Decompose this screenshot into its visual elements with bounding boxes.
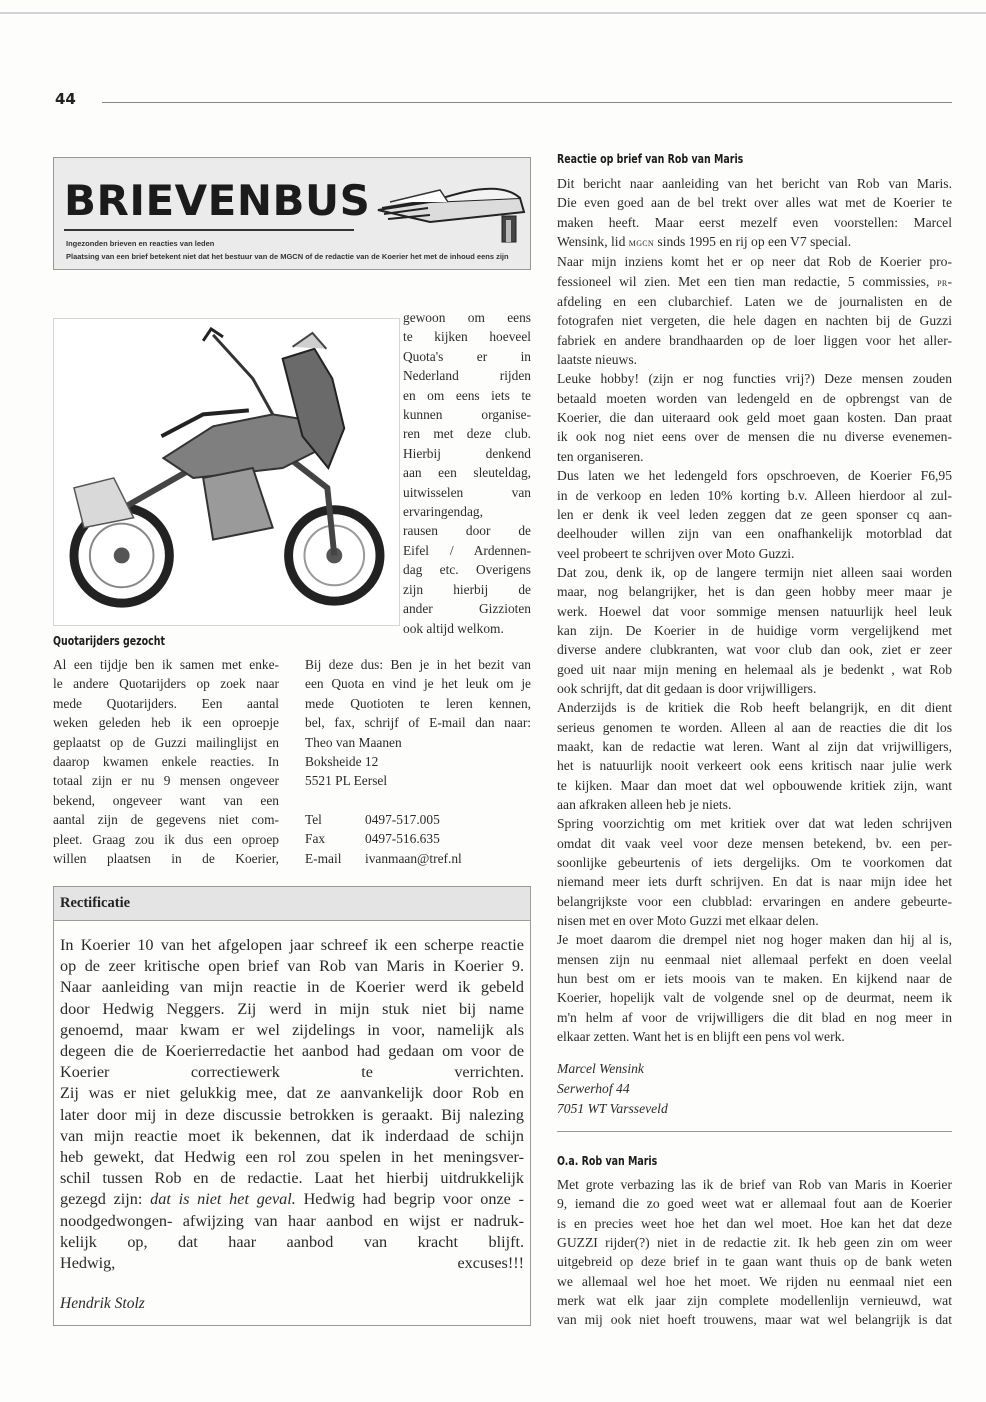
text-line: degeen die de Koerierredactie het aanbod had gedaan om voor de bbox=[60, 1042, 524, 1061]
contact-label: Fax bbox=[305, 831, 326, 847]
signature-name: Marcel Wensink bbox=[557, 1061, 644, 1076]
text-line: Met grote verbazing las ik de brief van Rob van Maris in Koerier bbox=[557, 1177, 952, 1192]
text-line: Koerier correctiewerk te verrichten. bbox=[60, 1063, 524, 1082]
text-line: Hedwig, excuses!!! bbox=[60, 1254, 524, 1273]
text-line: m'n helm af voor de vrijwilligers die dit blad en nog meer in bbox=[557, 1009, 952, 1025]
text-fragment: gezegd zijn: bbox=[60, 1190, 151, 1209]
text-line: Anderzijds is de kritiek die Rob heeft belangrijk, en dit dient bbox=[557, 700, 952, 716]
quota-story-mid-column bbox=[305, 655, 531, 791]
reactie-heading: Reactie op brief van Rob van Maris bbox=[557, 151, 744, 166]
text-line: Eifel / Ardennen- bbox=[403, 542, 531, 558]
text-line: Dat zou, denk ik, op de langere termijn niet alleen saai worden bbox=[557, 564, 952, 580]
text-line: rausen door de bbox=[403, 523, 531, 539]
text-line: Nederland rijden bbox=[403, 368, 531, 384]
text-line: hun best om er iets moois van te maken. En kijkend naar de bbox=[557, 971, 952, 987]
quota-story-left-column bbox=[53, 655, 279, 868]
text-line bbox=[60, 1189, 524, 1210]
text-fragment: Hedwig had begrip voor onze - bbox=[295, 1190, 524, 1209]
club-acronym: mgcn bbox=[628, 235, 654, 250]
text-line: bel, fax, schrijf of E-mail dan naar: bbox=[305, 715, 531, 731]
oa-body bbox=[557, 1175, 952, 1330]
text-line: in de verkoop en leden 10% korting b.v. Alleen hierdoor al zul- bbox=[557, 487, 952, 503]
text-line: serieus genomen te worden. Alleen al aan de reacties die dit los bbox=[557, 719, 952, 735]
section-divider bbox=[557, 1131, 952, 1132]
text-line: door Hedwig Neggers. Zij werd in mijn stuk niet bij name bbox=[60, 999, 524, 1018]
banner-subtitle-2: Plaatsing van een brief betekent niet dat het bestuur van de MGCN of de redactie van de Koerier het met de inhoud eens zijn bbox=[66, 252, 509, 261]
text-line: zijn hierbij de bbox=[403, 581, 531, 597]
text-line: te kijken. Maar dan moet dat wel opbouwende kritiek zijn, want bbox=[557, 777, 952, 793]
text-line: nisen met en over Moto Guzzi met elkaar delen. bbox=[557, 913, 819, 929]
contact-value: 0497-516.635 bbox=[365, 831, 440, 847]
reactie-signature bbox=[557, 1059, 668, 1119]
header-rule bbox=[102, 102, 952, 103]
text-line: weken geleden heb ik een oproepje bbox=[53, 715, 279, 731]
text-line: uitgebreid op deze brief in te gaan want thuis op de bank weten bbox=[557, 1254, 952, 1270]
text-line: bekend, ongeveer want van een bbox=[53, 792, 279, 808]
text-line: ook schrijft, dat dit gedaan is door vrijwilligers. bbox=[557, 680, 817, 696]
text-line: werk. Hoewel dat voor sommige mensen natuurlijk heel leuk bbox=[557, 603, 952, 619]
text-line: afdeling en een clubarchief. Laten we de journalisten en de bbox=[557, 294, 952, 310]
text-line: diverse andere clubkranten, wat voor club dan ook, ziet er zeer bbox=[557, 642, 952, 658]
text-line: niemand meer iets durft schrijven. En dat is naar mijn idee het bbox=[557, 874, 952, 890]
text-line: elkaar zetten. Want het is en blijft een pens vol werk. bbox=[557, 1029, 845, 1045]
signature-city: 7051 WT Varsseveld bbox=[557, 1101, 668, 1116]
text-line: en om eens iets te bbox=[403, 387, 531, 403]
contact-value: ivanmaan@tref.nl bbox=[365, 850, 462, 866]
text-line: betaald moeten worden van ledengeld en de opbrengst van de bbox=[557, 390, 952, 406]
text-line: Koerier, hopelijk valt de volgende snel op de deurmat, neem ik bbox=[557, 990, 952, 1006]
text-line: gewoon om eens bbox=[403, 310, 531, 325]
contact-city: 5521 PL Eersel bbox=[305, 773, 388, 789]
text-line: aantal zijn de gegevens niet com- bbox=[53, 812, 279, 828]
page-number: 44 bbox=[55, 90, 76, 108]
text-line: ren met deze club. bbox=[403, 426, 531, 442]
text-line: Dus laten we het ledengeld fors opschroeven, de Koerier F6,95 bbox=[557, 468, 952, 484]
emphasis-text: dat is niet het geval. bbox=[150, 1190, 296, 1209]
text-line: veel probeert te schrijven over Moto Guzzi. bbox=[557, 545, 795, 561]
page-top-rule bbox=[0, 12, 986, 14]
banner-title: BRIEVENBUS bbox=[64, 176, 371, 225]
text-line: deelhouder willen zijn van een onafhankelijk motorblad dat bbox=[557, 526, 952, 542]
banner-underline bbox=[64, 229, 354, 231]
contact-value: 0497-517.005 bbox=[365, 812, 440, 827]
rectificatie-header bbox=[54, 887, 530, 921]
rectificatie-body bbox=[60, 935, 524, 1274]
text-line: pleet. Graag zou ik dus een oproep bbox=[53, 831, 279, 847]
text-line: ander Gizzioten bbox=[403, 601, 531, 617]
rectificatie-signature: Hendrik Stolz bbox=[60, 1295, 145, 1312]
text-line: Koerier, die dan uiteraard ook geld moet gaan kosten. Dan praat bbox=[557, 410, 952, 426]
text-line: Hierbij denkend bbox=[403, 445, 531, 461]
text-line: GUZZI rijder(?) niet in de redactie zit. Ik heb geen zin om weer bbox=[557, 1235, 952, 1251]
text-line: mede Quotioten te leren kennen, bbox=[305, 695, 531, 711]
text-line: is en precies weet hoe het dan wel moet. Hoe kan het dat deze bbox=[557, 1215, 952, 1231]
text-line: merk wat elk jaar zijn complete modellenlijn vernieuwd, wat bbox=[557, 1293, 952, 1309]
text-line: van mij ook niet hoeft trouwens, maar wat wel belangrijk is dat bbox=[557, 1312, 952, 1328]
contact-row-tel bbox=[305, 810, 462, 829]
text-line: ik ook nog niet eens over de mensen die nu diverse evenemen- bbox=[557, 429, 952, 445]
text-line: 9, iemand die zo goed weet wat er allemaal fout aan de Koerier bbox=[557, 1196, 952, 1212]
rectificatie-title: Rectificatie bbox=[60, 895, 131, 911]
text-line: len er denk ik veel leden zeggen dat ze geen sponser cq aan- bbox=[557, 506, 952, 522]
text-line: mede Quotarijders. Een aantal bbox=[53, 695, 279, 711]
text-line: aan afkraken alleen heb je niets. bbox=[557, 797, 732, 812]
text-line: willen plaatsen in de Koerier, bbox=[53, 851, 279, 867]
text-line: geplaatst op de Guzzi mailinglijst en bbox=[53, 734, 279, 750]
text-line: Quota's er in bbox=[403, 348, 531, 364]
text-line: kan zijn. De Koerier in de huidige vorm vergelijkend met bbox=[557, 622, 952, 638]
text-line bbox=[557, 272, 952, 292]
text-fragment: Wensink, lid bbox=[557, 234, 629, 250]
text-line: fabriek en andere brandhaarden op de loer liggen voor het aller- bbox=[557, 332, 952, 348]
text-line: goed uit naar mijn mening en helemaal als je bedenkt , wat Rob bbox=[557, 661, 952, 677]
text-line: Die even goed aan de bel trekt over alles wat met de Koerier te bbox=[557, 195, 952, 211]
text-line: heb gewekt, dat Hedwig een rol zou spelen in het meningsver- bbox=[60, 1148, 524, 1167]
text-line: ervaringendag, bbox=[403, 504, 483, 520]
text-line: we allemaal wel hoe het moet. We rijden nu eenmaal niet een bbox=[557, 1273, 952, 1289]
text-line: op de zeer kritische open brief van Rob van Maris in Koerier 9. bbox=[60, 957, 524, 976]
text-line: laatste nieuws. bbox=[557, 352, 638, 368]
text-line: kelijk op, dat haar aanbod van kracht blijft. bbox=[60, 1232, 524, 1251]
contact-label: Tel bbox=[305, 812, 322, 827]
text-line: ten organiseren. bbox=[557, 448, 644, 464]
text-line: Bij deze dus: Ben je in het bezit van bbox=[305, 657, 531, 672]
text-line: schil tussen Rob en de redactie. Laat het hierbij uitdrukkelijk bbox=[60, 1169, 524, 1188]
text-line: van mijn reactie moet ik bekennen, dat ik inderdaad de schijn bbox=[60, 1126, 524, 1145]
text-line: Je moet daarom die drempel niet nog hoger maken dan hij al is, bbox=[557, 932, 952, 948]
text-line: daarop kwamen enkele reacties. In bbox=[53, 754, 279, 770]
text-line: aan een sleuteldag, bbox=[403, 465, 531, 481]
text-line: maken heeft. Maar eerst mezelf even voorstellen: Marcel bbox=[557, 214, 952, 230]
text-fragment: sinds 1995 en rij op een V7 special. bbox=[654, 234, 852, 250]
text-line: maakt, kan de redactie wat leren. Want al zijn dat vrijwilligers, bbox=[557, 738, 952, 754]
text-line: Spring voorzichtig om met kritiek over dat wat leden schrijven bbox=[557, 816, 952, 832]
reactie-body bbox=[557, 174, 952, 1046]
quota-heading: Quotarijders gezocht bbox=[53, 633, 166, 648]
rectificatie-box bbox=[53, 886, 531, 1326]
text-line: te kijken hoeveel bbox=[403, 329, 531, 345]
text-fragment: - bbox=[947, 273, 952, 289]
text-line: dag etc. Overigens bbox=[403, 562, 531, 578]
text-line: fotografen niet vergeten, die hele dagen en nachten bij de Guzzi bbox=[557, 313, 952, 329]
text-line: genoemd, maar kwam er wel zijdelings in voor, namelijk als bbox=[60, 1020, 524, 1039]
text-line: soonlijke gebeurtenis of iets dergelijks. Om te voorkomen dat bbox=[557, 855, 952, 871]
quota-story-right-column bbox=[403, 308, 531, 638]
contact-row-email bbox=[305, 849, 462, 868]
text-line: Al een tijdje ben ik samen met enke- bbox=[53, 657, 279, 672]
brievenbus-banner bbox=[53, 157, 531, 270]
text-line: later door mij in deze discussie betrokken is geraakt. Bij nalezing bbox=[60, 1105, 524, 1124]
text-line: Naar aanleiding van mijn reactie in de Koerier werd ik gebeld bbox=[60, 978, 524, 997]
oa-heading: O.a. Rob van Maris bbox=[557, 1153, 658, 1168]
text-line: ook altijd welkom. bbox=[403, 620, 504, 636]
text-line: een Quota en vind je het leuk om je bbox=[305, 676, 531, 692]
text-line: belangrijkste voor een clubblad: ervaringen en andere gebeurte- bbox=[557, 893, 952, 909]
contact-table bbox=[305, 810, 462, 868]
text-line: kunnen organise- bbox=[403, 407, 531, 423]
banner-subtitle-1: Ingezonden brieven en reacties van leden bbox=[66, 239, 215, 248]
contact-label: E-mail bbox=[305, 850, 342, 866]
text-line bbox=[557, 232, 952, 252]
text-line: het is natuurlijk nooit verkeert ook eens kritisch naar julie werk bbox=[557, 758, 952, 774]
text-line: totaal zijn er nu 9 mensen ongeveer bbox=[53, 773, 279, 789]
text-line: Leuke hobby! (zijn er nog functies vrij?) Deze mensen zouden bbox=[557, 371, 952, 387]
pr-acronym: pr bbox=[937, 274, 948, 289]
text-line: maar, nog belangrijker, het is dan geen hobby meer maar je bbox=[557, 584, 952, 600]
text-line: mensen zijn nu eenmaal niet allemaal perfekt en doen veelal bbox=[557, 951, 952, 967]
contact-street: Boksheide 12 bbox=[305, 754, 379, 770]
text-line: uitwisselen van bbox=[403, 484, 531, 500]
contact-row-fax bbox=[305, 829, 462, 848]
text-fragment: fessioneel wil zien. Met een tien man redactie, 5 commissies, bbox=[557, 273, 938, 289]
text-line: In Koerier 10 van het afgelopen jaar schreef ik een scherpe reactie bbox=[60, 936, 524, 954]
signature-street: Serwerhof 44 bbox=[557, 1081, 630, 1096]
text-line: omdat dit vaak veel voor deze mensen betekend, bv. een per- bbox=[557, 835, 952, 851]
text-line: le andere Quotarijders op zoek naar bbox=[53, 676, 279, 692]
motorcycle-photo bbox=[53, 318, 400, 626]
mailbox-icon bbox=[370, 172, 530, 244]
text-line: noodgedwongen- afwijzing van haar aanbod en wijst er nadruk- bbox=[60, 1211, 524, 1230]
text-line: Naar mijn inziens komt het er op neer dat Rob de Koerier pro- bbox=[557, 254, 952, 270]
text-line: Zij was er niet gelukkig mee, dat ze aanvankelijk door Rob en bbox=[60, 1084, 524, 1103]
text-line: Dit bericht naar aanleiding van het bericht van Rob van Maris. bbox=[557, 176, 952, 191]
contact-name: Theo van Maanen bbox=[305, 734, 402, 750]
